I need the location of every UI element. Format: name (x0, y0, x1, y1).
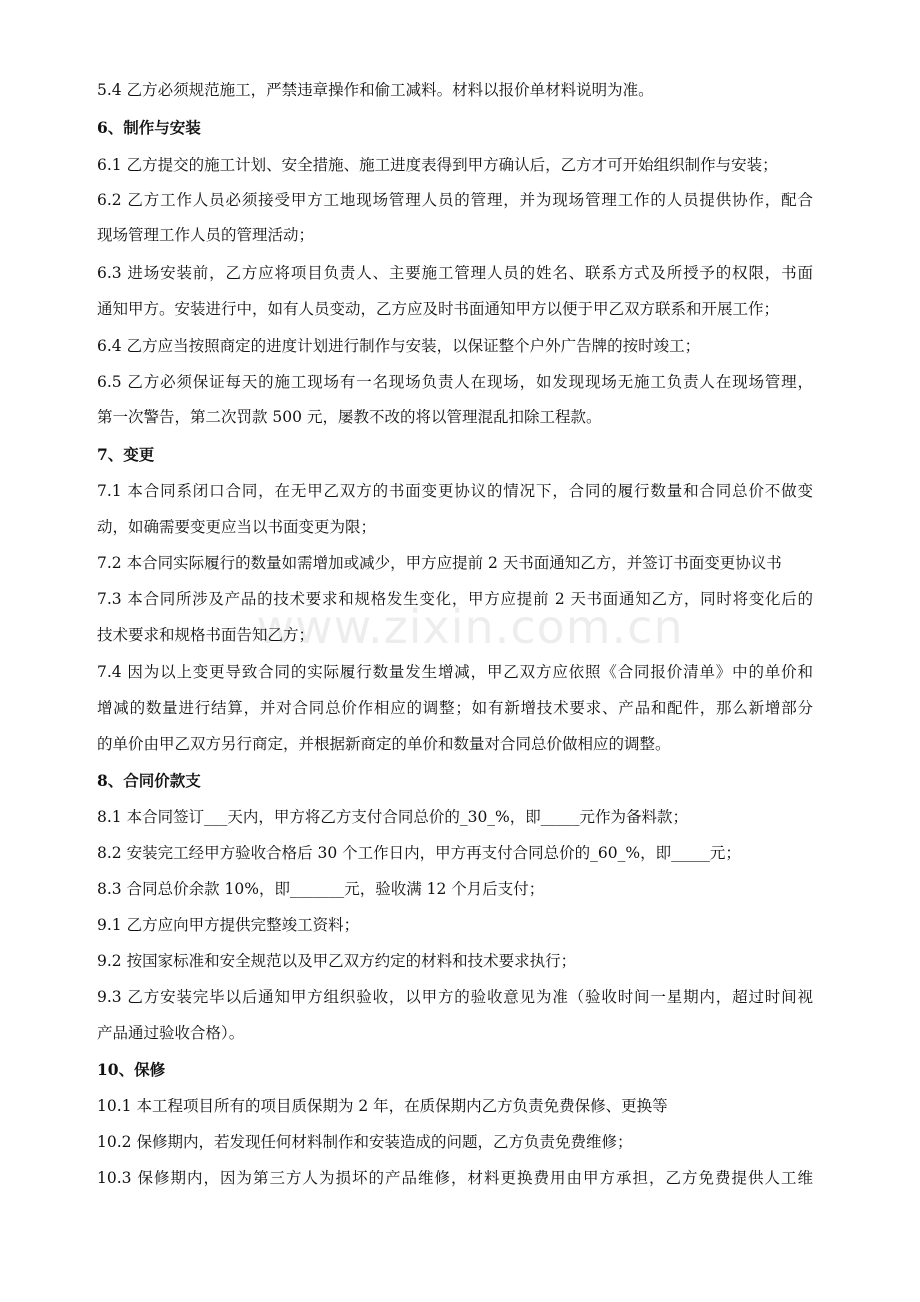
clause-8-1: 8.1 本合同签订___天内，甲方将乙方支付合同总价的_30_%，即_____元作为备料款； (97, 808, 689, 826)
watermark: www.zixin.com.cn (256, 600, 684, 654)
section-heading-10: 10、保修 (97, 1060, 166, 1079)
clause-7-2: 7.2 本合同实际履行的数量如需增加或减少，甲方应提前 2 天书面通知乙方，并签订书面变更协议书 (97, 554, 782, 572)
clause-7-4-line-2: 增减的数量进行结算，并对合同总价作相应的调整；如有新增技术要求、产品和配件，那么新增部分 (97, 699, 813, 717)
clause-10-3: 10.3 保修期内，因为第三方人为损坏的产品维修，材料更换费用由甲方承担，乙方免费提供人工维 (97, 1169, 813, 1187)
clause-5-4: 5.4 乙方必须规范施工，严禁违章操作和偷工减料。材料以报价单材料说明为准。 (97, 81, 654, 99)
clause-9-3-line-2: 产品通过验收合格）。 (97, 1024, 245, 1042)
clause-7-1-line-2: 动，如确需要变更应当以书面变更为限； (97, 518, 377, 536)
clause-6-1: 6.1 乙方提交的施工计划、安全措施、施工进度表得到甲方确认后，乙方才可开始组织制作与安装； (97, 156, 778, 174)
clause-6-3-line-1: 6.3 进场安装前，乙方应将项目负责人、主要施工管理人员的姓名、联系方式及所授予的权限，书面 (97, 264, 813, 282)
clause-6-3-line-2: 通知甲方。安装进行中，如有人员变动，乙方应及时书面通知甲方以便于甲乙双方联系和开展工作； (97, 300, 780, 318)
clause-10-1: 10.1 本工程项目所有的项目质保期为 2 年，在质保期内乙方负责免费保修、更换等 (97, 1097, 668, 1115)
clause-8-2: 8.2 安装完工经甲方验收合格后 30 个工作日内，甲方再支付合同总价的_60_%，即_____元； (97, 844, 741, 862)
clause-7-3-line-2: 技术要求和规格书面告知乙方； (97, 626, 315, 644)
clause-6-2-line-1: 6.2 乙方工作人员必须接受甲方工地现场管理人员的管理，并为现场管理工作的人员提供协作，配合 (97, 191, 813, 209)
section-heading-6: 6、制作与安装 (97, 118, 201, 137)
section-heading-7: 7、变更 (97, 445, 155, 464)
clause-6-4: 6.4 乙方应当按照商定的进度计划进行制作与安装，以保证整个户外广告牌的按时竣工； (97, 337, 701, 355)
clause-9-2: 9.2 按国家标准和安全规范以及甲乙双方约定的材料和技术要求执行； (97, 952, 577, 970)
clause-9-3-line-1: 9.3 乙方安装完毕以后通知甲方组织验收，以甲方的验收意见为准（验收时间一星期内，超过时间视 (97, 988, 813, 1006)
clause-8-3: 8.3 合同总价余款 10%，即_______元，验收满 12 个月后支付； (97, 880, 545, 898)
section-heading-8: 8、合同价款支 (97, 771, 201, 790)
clause-7-4-line-1: 7.4 因为以上变更导致合同的实际履行数量发生增减，甲乙双方应依照《合同报价清单》中的单价和 (97, 663, 813, 681)
clause-10-2: 10.2 保修期内，若发现任何材料制作和安装造成的问题，乙方负责免费维修； (97, 1133, 633, 1151)
clause-6-5-line-2: 第一次警告，第二次罚款 500 元，屡教不改的将以管理混乱扣除工程款。 (97, 408, 602, 426)
clause-6-2-line-2: 现场管理工作人员的管理活动； (97, 226, 315, 244)
clause-9-1: 9.1 乙方应向甲方提供完整竣工资料； (97, 916, 360, 934)
clause-6-5-line-1: 6.5 乙方必须保证每天的施工现场有一名现场负责人在现场，如发现现场无施工负责人在现场管理， (97, 373, 813, 391)
clause-7-4-line-3: 的单价由甲乙双方另行商定，并根据新商定的单价和数量对合同总价做相应的调整。 (97, 735, 671, 753)
clause-7-3-line-1: 7.3 本合同所涉及产品的技术要求和规格发生变化，甲方应提前 2 天书面通知乙方，同时将变化后的 (97, 590, 813, 608)
clause-7-1-line-1: 7.1 本合同系闭口合同，在无甲乙双方的书面变更协议的情况下，合同的履行数量和合同总价不做变 (97, 482, 813, 500)
